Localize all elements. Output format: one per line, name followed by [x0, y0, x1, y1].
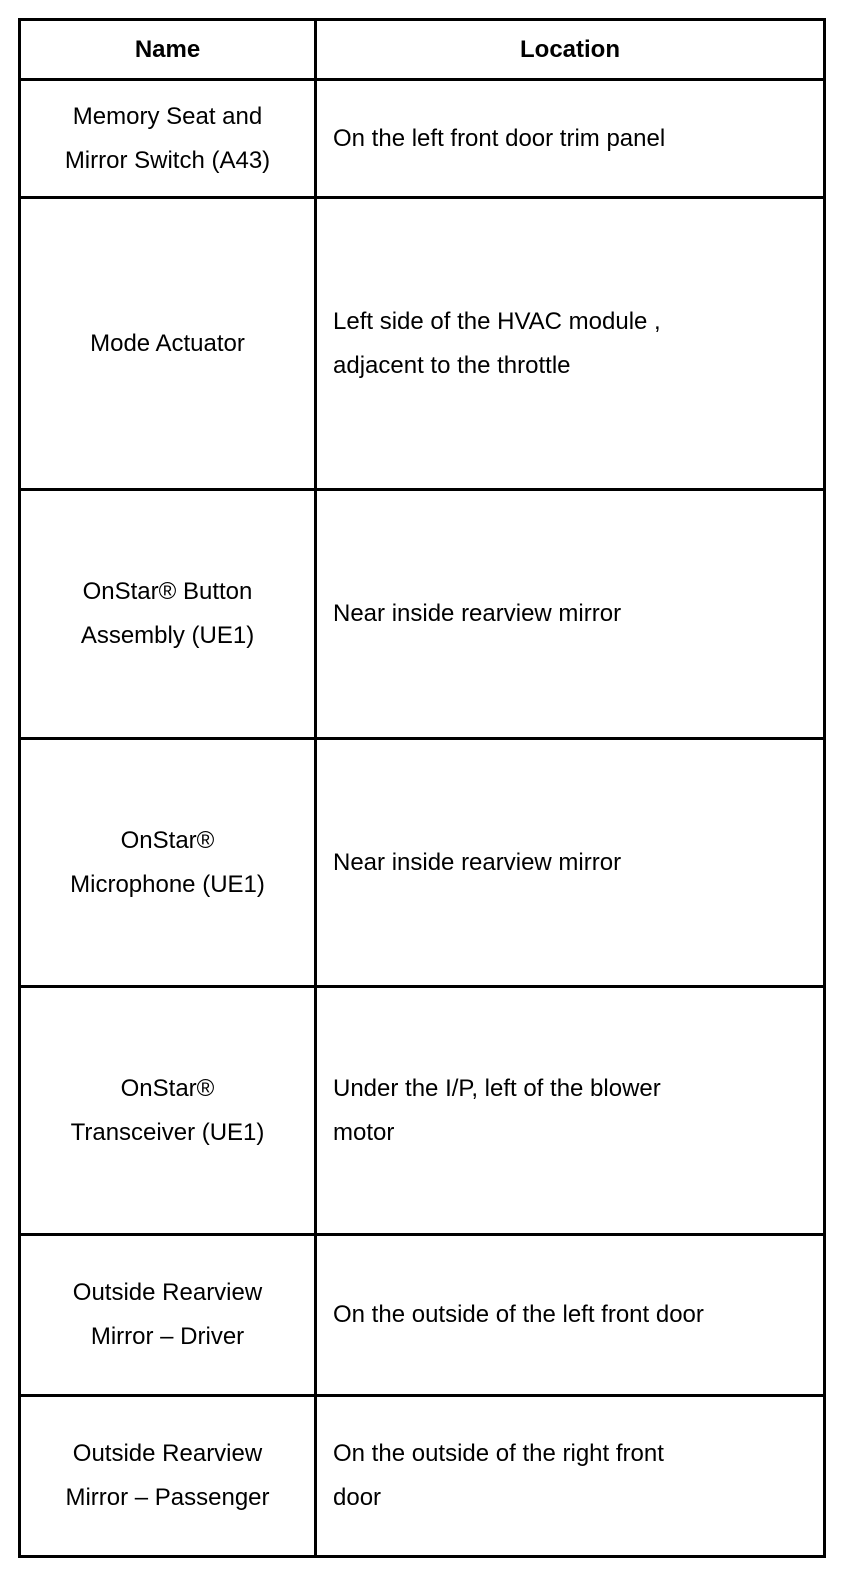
location-text: Left side of the HVAC module , adjacent to the throttle [333, 307, 661, 379]
name-text: Outside Rearview Mirror – Driver [72, 1279, 263, 1350]
location-text: On the outside of the left front door [333, 1301, 704, 1328]
location-text: On the left front door trim panel [333, 124, 666, 152]
column-header-location: Location [316, 20, 825, 80]
table-header-row [20, 20, 825, 80]
table-row [20, 739, 825, 987]
name-text: Mode Actuator [90, 329, 245, 357]
name-text: Memory Seat and Mirror Switch (A43) [64, 102, 271, 174]
table-row [20, 490, 825, 739]
location-text: On the outside of the right front door [333, 1440, 664, 1511]
location-cell [316, 1396, 825, 1557]
location-cell [316, 1235, 825, 1396]
name-text: OnStar® Transceiver (UE1) [70, 1074, 265, 1146]
location-text: Under the I/P, left of the blower motor [333, 1074, 661, 1146]
location-cell [316, 198, 825, 490]
name-text: OnStar® Microphone (UE1) [70, 826, 265, 898]
component-location-table [18, 18, 826, 1558]
name-cell [20, 198, 316, 490]
name-cell [20, 987, 316, 1235]
location-cell [316, 490, 825, 739]
location-cell [316, 987, 825, 1235]
column-header-name: Name [20, 20, 316, 80]
table-row [20, 1235, 825, 1396]
name-cell [20, 490, 316, 739]
name-cell [20, 739, 316, 987]
name-text: OnStar® Button Assembly (UE1) [80, 578, 255, 649]
table-row [20, 1396, 825, 1557]
name-text: Outside Rearview Mirror – Passenger [65, 1440, 270, 1511]
table-row [20, 198, 825, 490]
name-cell [20, 1396, 316, 1557]
table-row [20, 987, 825, 1235]
name-cell [20, 80, 316, 198]
table-row [20, 80, 825, 198]
location-text: Near inside rearview mirror [333, 600, 622, 627]
name-cell [20, 1235, 316, 1396]
location-text: Near inside rearview mirror [333, 848, 622, 876]
location-cell [316, 80, 825, 198]
location-cell [316, 739, 825, 987]
